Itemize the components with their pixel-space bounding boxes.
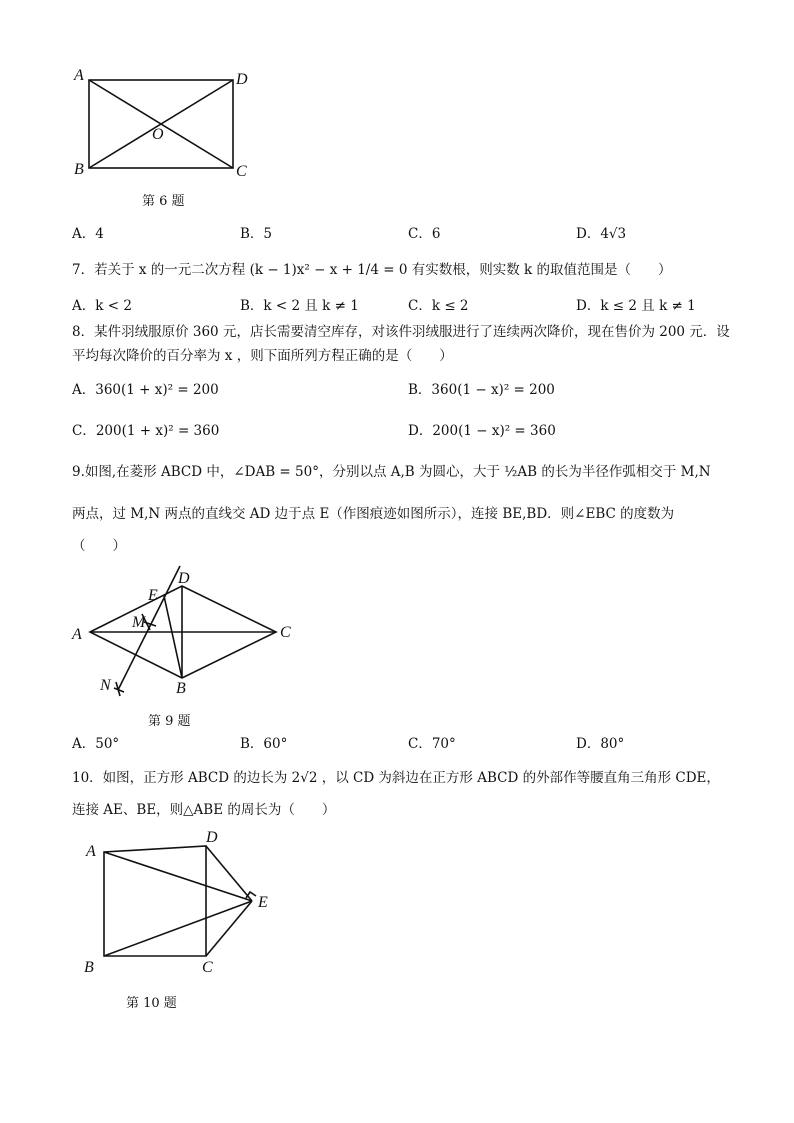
q10-stem-line1: 10．如图，正方形 ABCD 的边长为 2√2 ，以 CD 为斜边在正方形 ABCD 的外部作等腰直角三角形 CDE，	[72, 770, 720, 786]
label-c: C	[236, 163, 247, 180]
label-n: N	[100, 677, 111, 694]
caption-q10: 第 10 题	[126, 996, 177, 1011]
label-a: A	[74, 67, 84, 84]
caption-q6: 第 6 题	[142, 194, 185, 209]
label-o: O	[152, 126, 164, 143]
square-abcd	[104, 846, 206, 956]
q9-option-d: D．80°	[576, 736, 625, 752]
figure-q6-rectangle	[70, 66, 260, 186]
q7-option-b: B．k < 2 且 k ≠ 1	[240, 298, 359, 314]
segment-be	[164, 596, 182, 678]
label-d: D	[178, 570, 190, 587]
q8-option-a: A．360(1 + x)² = 200	[72, 382, 219, 398]
segment-ae	[104, 852, 252, 901]
right-angle-mark	[246, 892, 256, 898]
label-e: E	[258, 894, 268, 911]
label-c: C	[202, 959, 213, 976]
q7-stem: 7．若关于 x 的一元二次方程 (k − 1)x² − x + 1/4 = 0 有实数根，则实数 k 的取值范围是（ ）	[72, 262, 672, 278]
q9-option-c: C．70°	[408, 736, 456, 752]
label-a: A	[72, 626, 82, 643]
label-m: M	[132, 614, 146, 631]
q7-option-c: C．k ≤ 2	[408, 298, 469, 314]
q7-option-d: D．k ≤ 2 且 k ≠ 1	[576, 298, 696, 314]
q6-option-c: C．6	[408, 226, 441, 242]
q9-option-a: A．50°	[72, 736, 120, 752]
q9-option-b: B．60°	[240, 736, 288, 752]
figure-q9-rhombus	[70, 562, 300, 702]
q9-stem-line3: （ ）	[72, 538, 126, 554]
label-b: B	[176, 680, 186, 697]
q9-stem-line1: 9.如图,在菱形 ABCD 中，∠DAB = 50°，分别以点 A,B 为圆心，大于 ½AB 的长为半径作弧相交于 M,N	[72, 464, 711, 480]
q8-stem-line2: 平均每次降价的百分率为 x ，则下面所列方程正确的是（ ）	[72, 348, 453, 364]
label-e: E	[148, 587, 158, 604]
q10-stem-line2: 连接 AE、BE，则△ABE 的周长为（ ）	[72, 802, 336, 818]
q8-option-d: D．200(1 − x)² = 360	[408, 423, 556, 439]
q6-option-a: A．4	[72, 226, 104, 242]
q9-stem-line2: 两点，过 M,N 两点的直线交 AD 边于点 E（作图痕迹如图所示），连接 BE,BD．则∠EBC 的度数为	[72, 506, 675, 522]
q8-stem-line1: 8．某件羽绒服原价 360 元，店长需要清空库存，对该件羽绒服进行了连续两次降价，现在售价为 200 元．设	[72, 324, 730, 340]
label-d: D	[236, 71, 248, 88]
label-b: B	[84, 959, 94, 976]
q8-option-b: B．360(1 − x)² = 200	[408, 382, 555, 398]
label-b: B	[74, 161, 84, 178]
q8-option-c: C．200(1 + x)² = 360	[72, 423, 220, 439]
label-d: D	[206, 829, 218, 846]
label-c: C	[280, 624, 291, 641]
figure-q10-square	[74, 826, 284, 976]
caption-q9: 第 9 题	[148, 714, 191, 729]
q6-option-b: B．5	[240, 226, 273, 242]
q7-option-a: A．k < 2	[72, 298, 132, 314]
q6-option-d: D．4√3	[576, 226, 627, 242]
label-a: A	[86, 843, 96, 860]
